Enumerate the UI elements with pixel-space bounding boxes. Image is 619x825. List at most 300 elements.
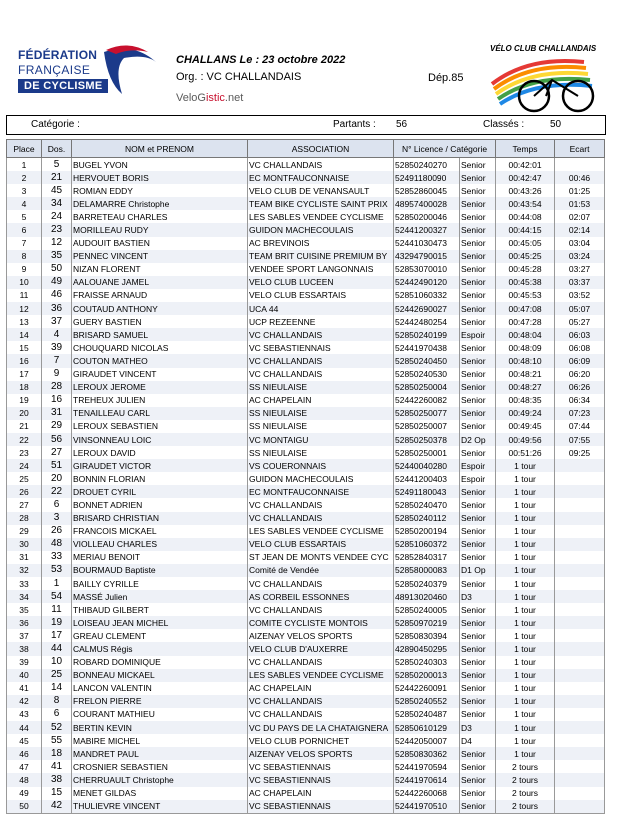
- cell-time: 00:44:15: [496, 223, 555, 236]
- cell-gap: 09:25: [555, 446, 605, 459]
- cell-dossard: 50: [42, 263, 72, 276]
- cell-category: Senior: [460, 787, 496, 800]
- club-logo-text: VÉLO CLUB CHALLANDAIS: [490, 44, 597, 53]
- cell-dossard: 11: [42, 603, 72, 616]
- cell-time: 1 tour: [496, 656, 555, 669]
- cell-dossard: 4: [42, 328, 72, 341]
- table-row: [7, 394, 605, 407]
- cell-gap: 06:20: [555, 368, 605, 381]
- cell-name: MERIAU BENOIT: [72, 551, 248, 564]
- cell-name: BONNET ADRIEN: [72, 498, 248, 511]
- table-row: [7, 250, 605, 263]
- cell-gap: 07:55: [555, 433, 605, 446]
- cell-time: 00:48:27: [496, 381, 555, 394]
- cell-place: 23: [7, 446, 42, 459]
- cell-name: FRELON PIERRE: [72, 695, 248, 708]
- cell-gap: 03:24: [555, 250, 605, 263]
- cell-association: SS NIEULAISE: [248, 381, 394, 394]
- cell-category: Senior: [460, 368, 496, 381]
- col-header-dossard: Dos.: [42, 140, 72, 158]
- cell-licence: 52852840317: [394, 551, 460, 564]
- velogistic-part2: istic: [205, 92, 225, 104]
- cell-name: HERVOUET BORIS: [72, 171, 248, 184]
- cell-dossard: 17: [42, 629, 72, 642]
- cell-category: Senior: [460, 158, 496, 172]
- cell-licence: 52851060372: [394, 538, 460, 551]
- cell-association: VC CHALLANDAIS: [248, 498, 394, 511]
- cell-time: 1 tour: [496, 538, 555, 551]
- table-row: [7, 237, 605, 250]
- cell-licence: 52850240379: [394, 577, 460, 590]
- cell-name: BOURMAUD Baptiste: [72, 564, 248, 577]
- cell-place: 1: [7, 158, 42, 172]
- cell-association: COMITE CYCLISTE MONTOIS: [248, 616, 394, 629]
- cell-name: MANDRET PAUL: [72, 747, 248, 760]
- cell-gap: 06:09: [555, 354, 605, 367]
- cell-licence: 52858000083: [394, 564, 460, 577]
- cell-licence: 52853070010: [394, 263, 460, 276]
- cell-category: Senior: [460, 250, 496, 263]
- cell-name: AALOUANE JAMEL: [72, 276, 248, 289]
- cell-dossard: 54: [42, 590, 72, 603]
- cell-licence: 52850240530: [394, 368, 460, 381]
- table-row: [7, 485, 605, 498]
- cell-category: Senior: [460, 485, 496, 498]
- cell-licence: 52850970219: [394, 616, 460, 629]
- cell-place: 46: [7, 747, 42, 760]
- cell-association: VELO CLUB D'AUXERRE: [248, 642, 394, 655]
- results-body: [7, 158, 605, 814]
- cell-dossard: 23: [42, 223, 72, 236]
- cell-dossard: 33: [42, 551, 72, 564]
- table-row: [7, 669, 605, 682]
- col-header-association: ASSOCIATION: [248, 140, 394, 158]
- cell-time: 1 tour: [496, 682, 555, 695]
- cell-place: 7: [7, 237, 42, 250]
- cell-gap: 02:07: [555, 210, 605, 223]
- cell-name: DELAMARRE Christophe: [72, 197, 248, 210]
- cell-association: VC CHALLANDAIS: [248, 354, 394, 367]
- cell-gap: [555, 603, 605, 616]
- cell-gap: 03:52: [555, 289, 605, 302]
- cell-name: BARRETEAU CHARLES: [72, 210, 248, 223]
- cell-dossard: 14: [42, 682, 72, 695]
- ffc-logo: [16, 42, 164, 104]
- cell-association: AS CORBEIL ESSONNES: [248, 590, 394, 603]
- cell-time: 00:45:28: [496, 263, 555, 276]
- cell-association: LES SABLES VENDEE CYCLISME: [248, 210, 394, 223]
- cell-licence: 52441970614: [394, 773, 460, 786]
- cell-dossard: 41: [42, 760, 72, 773]
- cell-time: 00:49:56: [496, 433, 555, 446]
- cell-category: Senior: [460, 210, 496, 223]
- cell-association: VC CHALLANDAIS: [248, 695, 394, 708]
- cell-time: 00:48:21: [496, 368, 555, 381]
- cell-licence: 52850250378: [394, 433, 460, 446]
- cell-category: D4: [460, 734, 496, 747]
- table-row: [7, 800, 605, 814]
- ffc-logo-line2: FRANÇAISE: [18, 63, 91, 77]
- page-header: [0, 0, 619, 112]
- cell-gap: [555, 642, 605, 655]
- cell-gap: 06:34: [555, 394, 605, 407]
- cell-place: 29: [7, 525, 42, 538]
- cell-licence: 52441200327: [394, 223, 460, 236]
- ffc-logo-line1: FÉDÉRATION: [18, 48, 98, 62]
- cell-licence: 52850250077: [394, 407, 460, 420]
- cell-category: Senior: [460, 381, 496, 394]
- cell-dossard: 51: [42, 459, 72, 472]
- cell-dossard: 49: [42, 276, 72, 289]
- cell-place: 13: [7, 315, 42, 328]
- velogistic-part3: .net: [224, 92, 244, 104]
- cell-association: VENDEE SPORT LANGONNAIS: [248, 263, 394, 276]
- cell-licence: 52850240450: [394, 354, 460, 367]
- cell-licence: 52442260068: [394, 787, 460, 800]
- cell-gap: [555, 616, 605, 629]
- cell-name: CROSNIER SEBASTIEN: [72, 760, 248, 773]
- table-row: [7, 538, 605, 551]
- cell-licence: 52442490120: [394, 276, 460, 289]
- cell-licence: 52850250007: [394, 420, 460, 433]
- table-row: [7, 315, 605, 328]
- cell-name: THIBAUD GILBERT: [72, 603, 248, 616]
- cell-association: SS NIEULAISE: [248, 446, 394, 459]
- cell-name: GIRAUDET VINCENT: [72, 368, 248, 381]
- cell-category: Senior: [460, 642, 496, 655]
- cell-time: 1 tour: [496, 669, 555, 682]
- cell-place: 10: [7, 276, 42, 289]
- cell-dossard: 16: [42, 394, 72, 407]
- cell-place: 39: [7, 656, 42, 669]
- col-header-gap: Ecart: [555, 140, 605, 158]
- cell-time: 1 tour: [496, 459, 555, 472]
- cell-name: THULIEVRE VINCENT: [72, 800, 248, 814]
- cell-place: 12: [7, 302, 42, 315]
- cell-gap: [555, 760, 605, 773]
- table-row: [7, 616, 605, 629]
- cell-category: Senior: [460, 603, 496, 616]
- table-row: [7, 682, 605, 695]
- cell-time: 00:47:08: [496, 302, 555, 315]
- cell-category: Senior: [460, 289, 496, 302]
- cell-gap: [555, 721, 605, 734]
- col-header-place: Place: [7, 140, 42, 158]
- cell-category: Senior: [460, 263, 496, 276]
- cell-time: 1 tour: [496, 616, 555, 629]
- cell-dossard: 44: [42, 642, 72, 655]
- cell-gap: [555, 577, 605, 590]
- cell-gap: [555, 498, 605, 511]
- cell-time: 2 tours: [496, 800, 555, 814]
- cell-dossard: 31: [42, 407, 72, 420]
- cell-association: VS COUERONNAIS: [248, 459, 394, 472]
- cell-gap: 06:26: [555, 381, 605, 394]
- cell-name: BRISARD CHRISTIAN: [72, 512, 248, 525]
- cell-category: Senior: [460, 695, 496, 708]
- cell-name: BAILLY CYRILLE: [72, 577, 248, 590]
- cell-gap: [555, 773, 605, 786]
- cell-association: ST JEAN DE MONTS VENDEE CYC: [248, 551, 394, 564]
- cell-dossard: 39: [42, 341, 72, 354]
- cell-category: Senior: [460, 407, 496, 420]
- cell-place: 6: [7, 223, 42, 236]
- cell-place: 21: [7, 420, 42, 433]
- bicycle-rainbow-icon: [488, 54, 606, 114]
- cell-time: 00:48:04: [496, 328, 555, 341]
- cell-gap: [555, 708, 605, 721]
- col-header-licence: N° Licence / Catégorie: [394, 140, 496, 158]
- col-header-name: NOM et PRENOM: [72, 140, 248, 158]
- categorie-label: Catégorie :: [31, 119, 80, 130]
- table-row: [7, 512, 605, 525]
- cell-dossard: 28: [42, 381, 72, 394]
- cell-category: Senior: [460, 760, 496, 773]
- cell-gap: 01:53: [555, 197, 605, 210]
- cell-time: 00:47:28: [496, 315, 555, 328]
- table-row: [7, 656, 605, 669]
- cell-licence: 52442480254: [394, 315, 460, 328]
- cell-gap: [555, 800, 605, 814]
- cell-place: 5: [7, 210, 42, 223]
- cell-time: 00:45:05: [496, 237, 555, 250]
- cell-time: 1 tour: [496, 734, 555, 747]
- cell-dossard: 20: [42, 472, 72, 485]
- cell-gap: 02:14: [555, 223, 605, 236]
- table-row: [7, 629, 605, 642]
- cell-association: VC MONTAIGU: [248, 433, 394, 446]
- cell-association: LES SABLES VENDEE CYCLISME: [248, 525, 394, 538]
- cell-association: SS NIEULAISE: [248, 407, 394, 420]
- cell-place: 43: [7, 708, 42, 721]
- cell-category: Senior: [460, 629, 496, 642]
- table-row: [7, 603, 605, 616]
- classes-value: 50: [550, 119, 562, 130]
- cyclist-swoosh-icon: [94, 42, 164, 104]
- cell-place: 49: [7, 787, 42, 800]
- cell-time: 00:51:26: [496, 446, 555, 459]
- table-row: [7, 472, 605, 485]
- cell-name: LEROUX DAVID: [72, 446, 248, 459]
- cell-gap: [555, 538, 605, 551]
- cell-gap: 00:46: [555, 171, 605, 184]
- cell-category: Senior: [460, 341, 496, 354]
- table-row: [7, 577, 605, 590]
- cell-name: MASSÉ Julien: [72, 590, 248, 603]
- cell-dossard: 26: [42, 525, 72, 538]
- cell-place: 25: [7, 472, 42, 485]
- cell-place: 31: [7, 551, 42, 564]
- cell-dossard: 18: [42, 747, 72, 760]
- table-row: [7, 498, 605, 511]
- cell-name: CHOUQUARD NICOLAS: [72, 341, 248, 354]
- cell-time: 00:49:24: [496, 407, 555, 420]
- cell-dossard: 19: [42, 616, 72, 629]
- table-row: [7, 747, 605, 760]
- cell-time: 1 tour: [496, 512, 555, 525]
- cell-time: 00:43:26: [496, 184, 555, 197]
- cell-association: VC CHALLANDAIS: [248, 158, 394, 172]
- cell-dossard: 1: [42, 577, 72, 590]
- cell-licence: 48913020460: [394, 590, 460, 603]
- cell-place: 8: [7, 250, 42, 263]
- cell-association: AC CHAPELAIN: [248, 787, 394, 800]
- cell-category: Senior: [460, 184, 496, 197]
- table-row: [7, 158, 605, 172]
- cell-licence: 52850240487: [394, 708, 460, 721]
- cell-time: 1 tour: [496, 603, 555, 616]
- cell-place: 47: [7, 760, 42, 773]
- cell-category: Senior: [460, 171, 496, 184]
- cell-place: 17: [7, 368, 42, 381]
- table-row: [7, 354, 605, 367]
- cell-place: 4: [7, 197, 42, 210]
- table-row: [7, 459, 605, 472]
- cell-dossard: 3: [42, 512, 72, 525]
- cell-category: Senior: [460, 538, 496, 551]
- cell-category: Senior: [460, 315, 496, 328]
- cell-place: 18: [7, 381, 42, 394]
- cell-time: 00:44:08: [496, 210, 555, 223]
- cell-time: 1 tour: [496, 498, 555, 511]
- cell-time: 00:49:45: [496, 420, 555, 433]
- cell-name: FRAISSE ARNAUD: [72, 289, 248, 302]
- cell-category: Senior: [460, 669, 496, 682]
- cell-gap: [555, 485, 605, 498]
- cell-category: Senior: [460, 525, 496, 538]
- cell-time: 1 tour: [496, 577, 555, 590]
- cell-name: COUTON MATHEO: [72, 354, 248, 367]
- cell-association: EC MONTFAUCONNAISE: [248, 485, 394, 498]
- cell-name: VIOLLEAU CHARLES: [72, 538, 248, 551]
- cell-category: Senior: [460, 747, 496, 760]
- cell-dossard: 52: [42, 721, 72, 734]
- cell-dossard: 56: [42, 433, 72, 446]
- cell-category: Senior: [460, 276, 496, 289]
- cell-association: AC BREVINOIS: [248, 237, 394, 250]
- cell-time: 1 tour: [496, 747, 555, 760]
- col-header-time: Temps: [496, 140, 555, 158]
- cell-time: 1 tour: [496, 590, 555, 603]
- cell-category: Senior: [460, 446, 496, 459]
- event-title: CHALLANS Le : 23 octobre 2022: [176, 54, 346, 66]
- cell-licence: 52440040280: [394, 459, 460, 472]
- table-row: [7, 734, 605, 747]
- table-row: [7, 551, 605, 564]
- cell-time: 1 tour: [496, 642, 555, 655]
- cell-category: Senior: [460, 223, 496, 236]
- cell-gap: [555, 525, 605, 538]
- cell-dossard: 34: [42, 197, 72, 210]
- cell-place: 32: [7, 564, 42, 577]
- cell-name: CALMUS Régis: [72, 642, 248, 655]
- table-row: [7, 708, 605, 721]
- cell-licence: 52491180090: [394, 171, 460, 184]
- cell-place: 37: [7, 629, 42, 642]
- cell-gap: 03:27: [555, 263, 605, 276]
- cell-name: VINSONNEAU LOIC: [72, 433, 248, 446]
- cell-association: VELO CLUB ESSARTAIS: [248, 289, 394, 302]
- cell-time: 00:42:47: [496, 171, 555, 184]
- cell-time: 00:45:38: [496, 276, 555, 289]
- table-row: [7, 223, 605, 236]
- cell-gap: 01:25: [555, 184, 605, 197]
- table-row: [7, 341, 605, 354]
- cell-place: 3: [7, 184, 42, 197]
- cell-licence: 42890450295: [394, 642, 460, 655]
- cell-association: UCP REZEENNE: [248, 315, 394, 328]
- cell-category: Senior: [460, 197, 496, 210]
- cell-time: 00:42:01: [496, 158, 555, 172]
- cell-category: Senior: [460, 302, 496, 315]
- cell-gap: 06:08: [555, 341, 605, 354]
- table-row: [7, 302, 605, 315]
- cell-licence: 52850610129: [394, 721, 460, 734]
- cell-time: 00:48:35: [496, 394, 555, 407]
- cell-place: 34: [7, 590, 42, 603]
- cell-association: VC CHALLANDAIS: [248, 708, 394, 721]
- cell-licence: 52491180043: [394, 485, 460, 498]
- cell-association: VC CHALLANDAIS: [248, 512, 394, 525]
- cell-licence: 52442690027: [394, 302, 460, 315]
- cell-licence: 52442260082: [394, 394, 460, 407]
- cell-place: 26: [7, 485, 42, 498]
- partants-label: Partants :: [333, 119, 376, 130]
- cell-dossard: 55: [42, 734, 72, 747]
- cell-name: DROUET CYRIL: [72, 485, 248, 498]
- cell-licence: 52850200013: [394, 669, 460, 682]
- cell-licence: 52850240552: [394, 695, 460, 708]
- cell-licence: 52850830394: [394, 629, 460, 642]
- cell-time: 1 tour: [496, 564, 555, 577]
- cell-name: MORILLEAU RUDY: [72, 223, 248, 236]
- cell-name: COURANT MATHIEU: [72, 708, 248, 721]
- table-row: [7, 381, 605, 394]
- table-row: [7, 407, 605, 420]
- cell-association: TEAM BIKE CYCLISTE SAINT PRIX: [248, 197, 394, 210]
- cell-time: 1 tour: [496, 551, 555, 564]
- cell-association: VC CHALLANDAIS: [248, 577, 394, 590]
- cell-gap: [555, 472, 605, 485]
- cell-name: ROBARD DOMINIQUE: [72, 656, 248, 669]
- cell-name: TENAILLEAU CARL: [72, 407, 248, 420]
- cell-category: Senior: [460, 773, 496, 786]
- organizer: Org. : VC CHALLANDAIS: [176, 71, 302, 83]
- cell-gap: 06:03: [555, 328, 605, 341]
- cell-association: VC SEBASTIENNAIS: [248, 773, 394, 786]
- cell-place: 38: [7, 642, 42, 655]
- cell-association: LES SABLES VENDEE CYCLISME: [248, 669, 394, 682]
- cell-licence: 52850240112: [394, 512, 460, 525]
- cell-dossard: 12: [42, 237, 72, 250]
- cell-gap: 07:44: [555, 420, 605, 433]
- cell-association: VC SEBASTIENNAIS: [248, 341, 394, 354]
- cell-dossard: 8: [42, 695, 72, 708]
- cell-name: NIZAN FLORENT: [72, 263, 248, 276]
- table-row: [7, 328, 605, 341]
- cell-dossard: 6: [42, 498, 72, 511]
- club-logo: [488, 44, 606, 114]
- cell-association: Comité de Vendée: [248, 564, 394, 577]
- cell-association: AIZENAY VELOS SPORTS: [248, 747, 394, 760]
- cell-gap: [555, 459, 605, 472]
- cell-gap: [555, 734, 605, 747]
- cell-association: VC CHALLANDAIS: [248, 328, 394, 341]
- cell-name: GREAU CLEMENT: [72, 629, 248, 642]
- cell-place: 9: [7, 263, 42, 276]
- velogistic-part1: VeloG: [176, 92, 206, 104]
- cell-licence: 52850240303: [394, 656, 460, 669]
